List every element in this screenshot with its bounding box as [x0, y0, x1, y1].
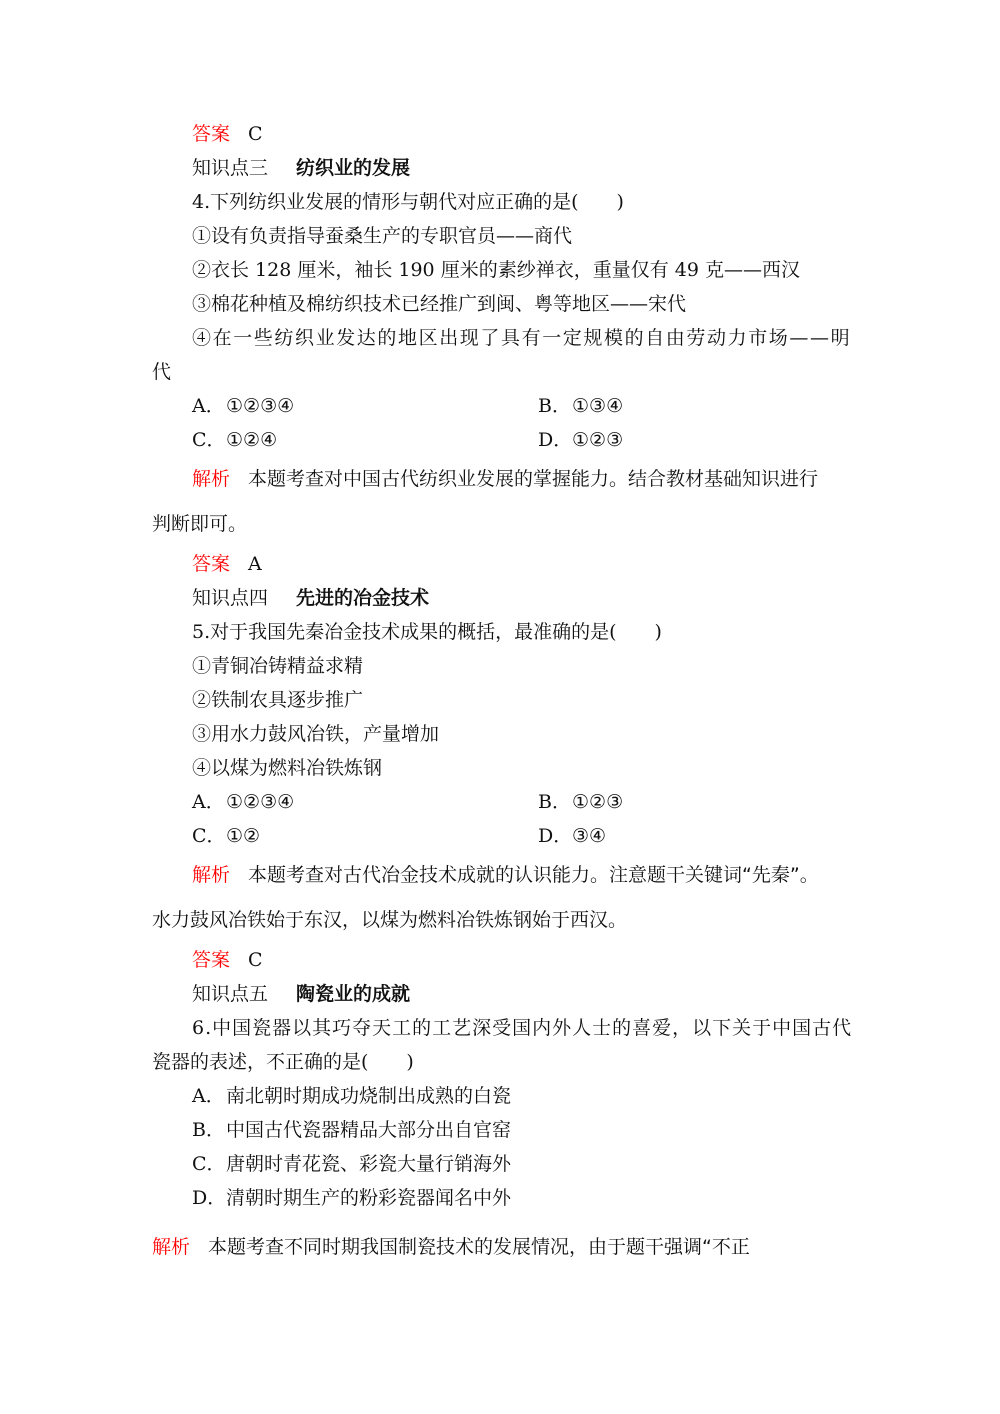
- analysis-label: 解析: [152, 1236, 191, 1258]
- section-heading: [192, 586, 429, 610]
- option-b: [192, 1118, 511, 1142]
- option-letter: D．: [538, 825, 573, 847]
- question-item: ③用水力鼓风冶铁，产量增加: [192, 723, 440, 745]
- analysis-label: 解析: [192, 864, 231, 886]
- analysis-line: [192, 863, 819, 887]
- question-item-continued: 代: [152, 361, 172, 383]
- option-letter: B．: [192, 1119, 225, 1141]
- option-letter: C．: [192, 429, 226, 451]
- answer-value: C: [248, 949, 263, 971]
- answer-label: 答案: [192, 553, 231, 575]
- option-d: [192, 1186, 511, 1210]
- section-title: 先进的冶金技术: [296, 587, 430, 609]
- section-title: 纺织业的发展: [296, 157, 411, 179]
- question-item: ①青铜冶铸精益求精: [192, 655, 364, 677]
- analysis-text-continued: 水力鼓风冶铁始于东汉，以煤为燃料冶铁炼钢始于西汉。: [152, 909, 628, 931]
- option-c: [192, 824, 260, 848]
- section-title: 陶瓷业的成就: [296, 983, 411, 1005]
- option-letter: C．: [192, 825, 226, 847]
- option-c: [192, 428, 277, 452]
- option-letter: D．: [538, 429, 573, 451]
- question-item: ①设有负责指导蚕桑生产的专职官员——商代: [192, 225, 573, 247]
- option-a: [192, 1084, 511, 1108]
- question-stem: 4.下列纺织业发展的情形与朝代对应正确的是( ): [192, 191, 624, 213]
- option-d: [538, 428, 623, 452]
- answer-value: C: [248, 123, 263, 145]
- analysis-text: 本题考查对古代冶金技术成就的认识能力。注意题干关键词“先秦”。: [248, 864, 819, 886]
- option-letter: B．: [538, 395, 571, 417]
- answer-line: [192, 948, 263, 972]
- answer-value: A: [248, 553, 262, 575]
- option-letter: C．: [192, 1153, 226, 1175]
- question-stem: 5.对于我国先秦冶金技术成果的概括，最准确的是( ): [192, 621, 662, 643]
- option-b: [538, 394, 623, 418]
- option-letter: A．: [192, 791, 225, 813]
- question-item: ②衣长 128 厘米，袖长 190 厘米的素纱禅衣，重量仅有 49 克——西汉: [192, 259, 800, 281]
- question-stem-continued: 瓷器的表述，不正确的是( ): [152, 1051, 414, 1073]
- question-stem: 6.中国瓷器以其巧夺天工的工艺深受国内外人士的喜爱，以下关于中国古代: [192, 1017, 853, 1039]
- option-letter: B．: [538, 791, 571, 813]
- question-item: ②铁制农具逐步推广: [192, 689, 364, 711]
- question-item: ④以煤为燃料冶铁炼钢: [192, 757, 383, 779]
- analysis-text: 本题考查不同时期我国制瓷技术的发展情况，由于题干强调“不正: [208, 1236, 750, 1258]
- option-text: ①②③④: [226, 395, 295, 417]
- option-letter: A．: [192, 1085, 225, 1107]
- option-letter: D．: [192, 1187, 227, 1209]
- option-text: ①②③④: [226, 791, 295, 813]
- option-c: [192, 1152, 511, 1176]
- option-text: ③④: [572, 825, 607, 847]
- option-text: ①②③: [572, 791, 624, 813]
- option-text: ①②③: [572, 429, 624, 451]
- analysis-label: 解析: [192, 468, 231, 490]
- question-item: ③棉花种植及棉纺织技术已经推广到闽、粤等地区——宋代: [192, 293, 687, 315]
- option-text: 清朝时期生产的粉彩瓷器闻名中外: [226, 1187, 512, 1209]
- analysis-line: [152, 1235, 750, 1259]
- option-text: ①②④: [226, 429, 278, 451]
- option-d: [538, 824, 606, 848]
- answer-line: [192, 122, 263, 146]
- option-text: ①②: [226, 825, 261, 847]
- section-prefix: 知识点五: [192, 983, 269, 1005]
- option-text: 唐朝时青花瓷、彩瓷大量行销海外: [226, 1153, 512, 1175]
- option-text: 中国古代瓷器精品大部分出自官窑: [226, 1119, 512, 1141]
- option-letter: A．: [192, 395, 225, 417]
- analysis-text: 本题考查对中国古代纺织业发展的掌握能力。结合教材基础知识进行: [248, 468, 819, 490]
- option-a: [192, 394, 294, 418]
- analysis-text-continued: 判断即可。: [152, 513, 248, 535]
- section-heading: [192, 982, 410, 1006]
- section-prefix: 知识点三: [192, 157, 269, 179]
- answer-label: 答案: [192, 123, 231, 145]
- option-a: [192, 790, 294, 814]
- answer-label: 答案: [192, 949, 231, 971]
- option-text: ①③④: [572, 395, 624, 417]
- answer-line: [192, 552, 262, 576]
- option-text: 南北朝时期成功烧制出成熟的白瓷: [226, 1085, 512, 1107]
- question-item: ④在一些纺织业发达的地区出现了具有一定规模的自由劳动力市场——明: [192, 327, 852, 349]
- section-prefix: 知识点四: [192, 587, 269, 609]
- section-heading: [192, 156, 410, 180]
- option-b: [538, 790, 623, 814]
- analysis-line: [192, 467, 818, 491]
